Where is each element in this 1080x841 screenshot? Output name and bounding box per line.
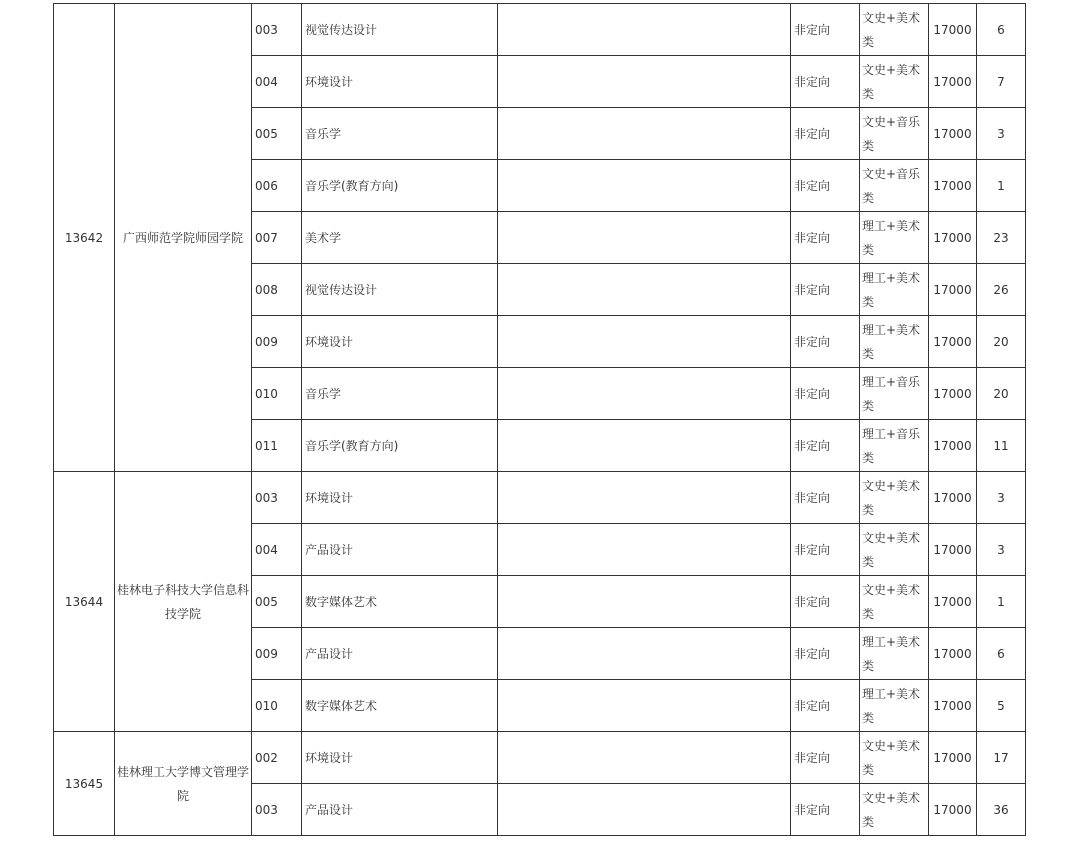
plan-count-cell: 1 (977, 160, 1026, 212)
major-code-cell: 002 (252, 732, 302, 784)
major-name-cell: 数字媒体艺术 (302, 680, 498, 732)
plan-count-cell: 36 (977, 784, 1026, 836)
note-cell (498, 264, 791, 316)
subject-category-cell: 理工+音乐类 (860, 420, 929, 472)
tuition-cell: 17000 (929, 784, 977, 836)
plan-count-cell: 3 (977, 108, 1026, 160)
plan-count-cell: 20 (977, 368, 1026, 420)
plan-count-cell: 6 (977, 628, 1026, 680)
note-cell (498, 4, 791, 56)
major-name-cell: 音乐学(教育方向) (302, 420, 498, 472)
major-name-cell: 环境设计 (302, 56, 498, 108)
major-code-cell: 009 (252, 316, 302, 368)
note-cell (498, 680, 791, 732)
note-cell (498, 472, 791, 524)
major-name-cell: 环境设计 (302, 732, 498, 784)
tuition-cell: 17000 (929, 212, 977, 264)
plan-count-cell: 5 (977, 680, 1026, 732)
enrollment-type-cell: 非定向 (791, 576, 860, 628)
enrollment-type-cell: 非定向 (791, 472, 860, 524)
major-code-cell: 010 (252, 368, 302, 420)
plan-count-cell: 26 (977, 264, 1026, 316)
subject-category-cell: 理工+美术类 (860, 316, 929, 368)
note-cell (498, 732, 791, 784)
plan-count-cell: 7 (977, 56, 1026, 108)
enrollment-type-cell: 非定向 (791, 368, 860, 420)
table-row (54, 732, 1026, 784)
subject-category-cell: 文史+音乐类 (860, 108, 929, 160)
note-cell (498, 420, 791, 472)
tuition-cell: 17000 (929, 524, 977, 576)
major-name-cell: 数字媒体艺术 (302, 576, 498, 628)
major-name-cell: 环境设计 (302, 472, 498, 524)
tuition-cell: 17000 (929, 316, 977, 368)
note-cell (498, 160, 791, 212)
major-code-cell: 005 (252, 108, 302, 160)
tuition-cell: 17000 (929, 368, 977, 420)
tuition-cell: 17000 (929, 4, 977, 56)
subject-category-cell: 文史+美术类 (860, 56, 929, 108)
enrollment-type-cell: 非定向 (791, 316, 860, 368)
subject-category-cell: 理工+美术类 (860, 212, 929, 264)
major-code-cell: 009 (252, 628, 302, 680)
subject-category-cell: 理工+美术类 (860, 628, 929, 680)
major-code-cell: 008 (252, 264, 302, 316)
major-name-cell: 美术学 (302, 212, 498, 264)
major-name-cell: 产品设计 (302, 628, 498, 680)
major-name-cell: 视觉传达设计 (302, 4, 498, 56)
major-code-cell: 004 (252, 524, 302, 576)
admission-plan-table-wrapper (53, 3, 1026, 836)
enrollment-type-cell: 非定向 (791, 784, 860, 836)
note-cell (498, 108, 791, 160)
school-code-cell: 13644 (54, 472, 115, 732)
table-row (54, 4, 1026, 56)
school-name-cell: 桂林电子科技大学信息科技学院 (115, 472, 252, 732)
note-cell (498, 56, 791, 108)
plan-count-cell: 20 (977, 316, 1026, 368)
plan-count-cell: 23 (977, 212, 1026, 264)
tuition-cell: 17000 (929, 420, 977, 472)
subject-category-cell: 理工+美术类 (860, 264, 929, 316)
subject-category-cell: 文史+美术类 (860, 524, 929, 576)
plan-count-cell: 1 (977, 576, 1026, 628)
tuition-cell: 17000 (929, 472, 977, 524)
subject-category-cell: 文史+音乐类 (860, 160, 929, 212)
table-row (54, 472, 1026, 524)
major-code-cell: 004 (252, 56, 302, 108)
major-code-cell: 007 (252, 212, 302, 264)
major-name-cell: 音乐学(教育方向) (302, 160, 498, 212)
school-code-cell: 13645 (54, 732, 115, 836)
major-name-cell: 音乐学 (302, 108, 498, 160)
major-code-cell: 006 (252, 160, 302, 212)
enrollment-type-cell: 非定向 (791, 4, 860, 56)
tuition-cell: 17000 (929, 264, 977, 316)
plan-count-cell: 3 (977, 472, 1026, 524)
note-cell (498, 576, 791, 628)
tuition-cell: 17000 (929, 628, 977, 680)
note-cell (498, 368, 791, 420)
admission-plan-table (53, 3, 1026, 836)
plan-count-cell: 3 (977, 524, 1026, 576)
tuition-cell: 17000 (929, 576, 977, 628)
enrollment-type-cell: 非定向 (791, 264, 860, 316)
major-code-cell: 003 (252, 472, 302, 524)
note-cell (498, 784, 791, 836)
major-name-cell: 音乐学 (302, 368, 498, 420)
major-name-cell: 产品设计 (302, 524, 498, 576)
plan-count-cell: 11 (977, 420, 1026, 472)
tuition-cell: 17000 (929, 108, 977, 160)
major-code-cell: 003 (252, 784, 302, 836)
subject-category-cell: 理工+音乐类 (860, 368, 929, 420)
enrollment-type-cell: 非定向 (791, 108, 860, 160)
subject-category-cell: 理工+美术类 (860, 680, 929, 732)
tuition-cell: 17000 (929, 680, 977, 732)
major-code-cell: 011 (252, 420, 302, 472)
major-code-cell: 010 (252, 680, 302, 732)
tuition-cell: 17000 (929, 732, 977, 784)
note-cell (498, 212, 791, 264)
subject-category-cell: 文史+美术类 (860, 4, 929, 56)
subject-category-cell: 文史+美术类 (860, 576, 929, 628)
subject-category-cell: 文史+美术类 (860, 784, 929, 836)
enrollment-type-cell: 非定向 (791, 680, 860, 732)
major-name-cell: 环境设计 (302, 316, 498, 368)
plan-count-cell: 6 (977, 4, 1026, 56)
enrollment-type-cell: 非定向 (791, 524, 860, 576)
table-body (54, 4, 1026, 836)
note-cell (498, 316, 791, 368)
note-cell (498, 628, 791, 680)
school-code-cell: 13642 (54, 4, 115, 472)
plan-count-cell: 17 (977, 732, 1026, 784)
enrollment-type-cell: 非定向 (791, 420, 860, 472)
major-code-cell: 005 (252, 576, 302, 628)
subject-category-cell: 文史+美术类 (860, 732, 929, 784)
subject-category-cell: 文史+美术类 (860, 472, 929, 524)
enrollment-type-cell: 非定向 (791, 56, 860, 108)
enrollment-type-cell: 非定向 (791, 732, 860, 784)
school-name-cell: 广西师范学院师园学院 (115, 4, 252, 472)
enrollment-type-cell: 非定向 (791, 160, 860, 212)
major-name-cell: 视觉传达设计 (302, 264, 498, 316)
enrollment-type-cell: 非定向 (791, 628, 860, 680)
major-code-cell: 003 (252, 4, 302, 56)
school-name-cell: 桂林理工大学博文管理学院 (115, 732, 252, 836)
note-cell (498, 524, 791, 576)
tuition-cell: 17000 (929, 56, 977, 108)
tuition-cell: 17000 (929, 160, 977, 212)
enrollment-type-cell: 非定向 (791, 212, 860, 264)
major-name-cell: 产品设计 (302, 784, 498, 836)
